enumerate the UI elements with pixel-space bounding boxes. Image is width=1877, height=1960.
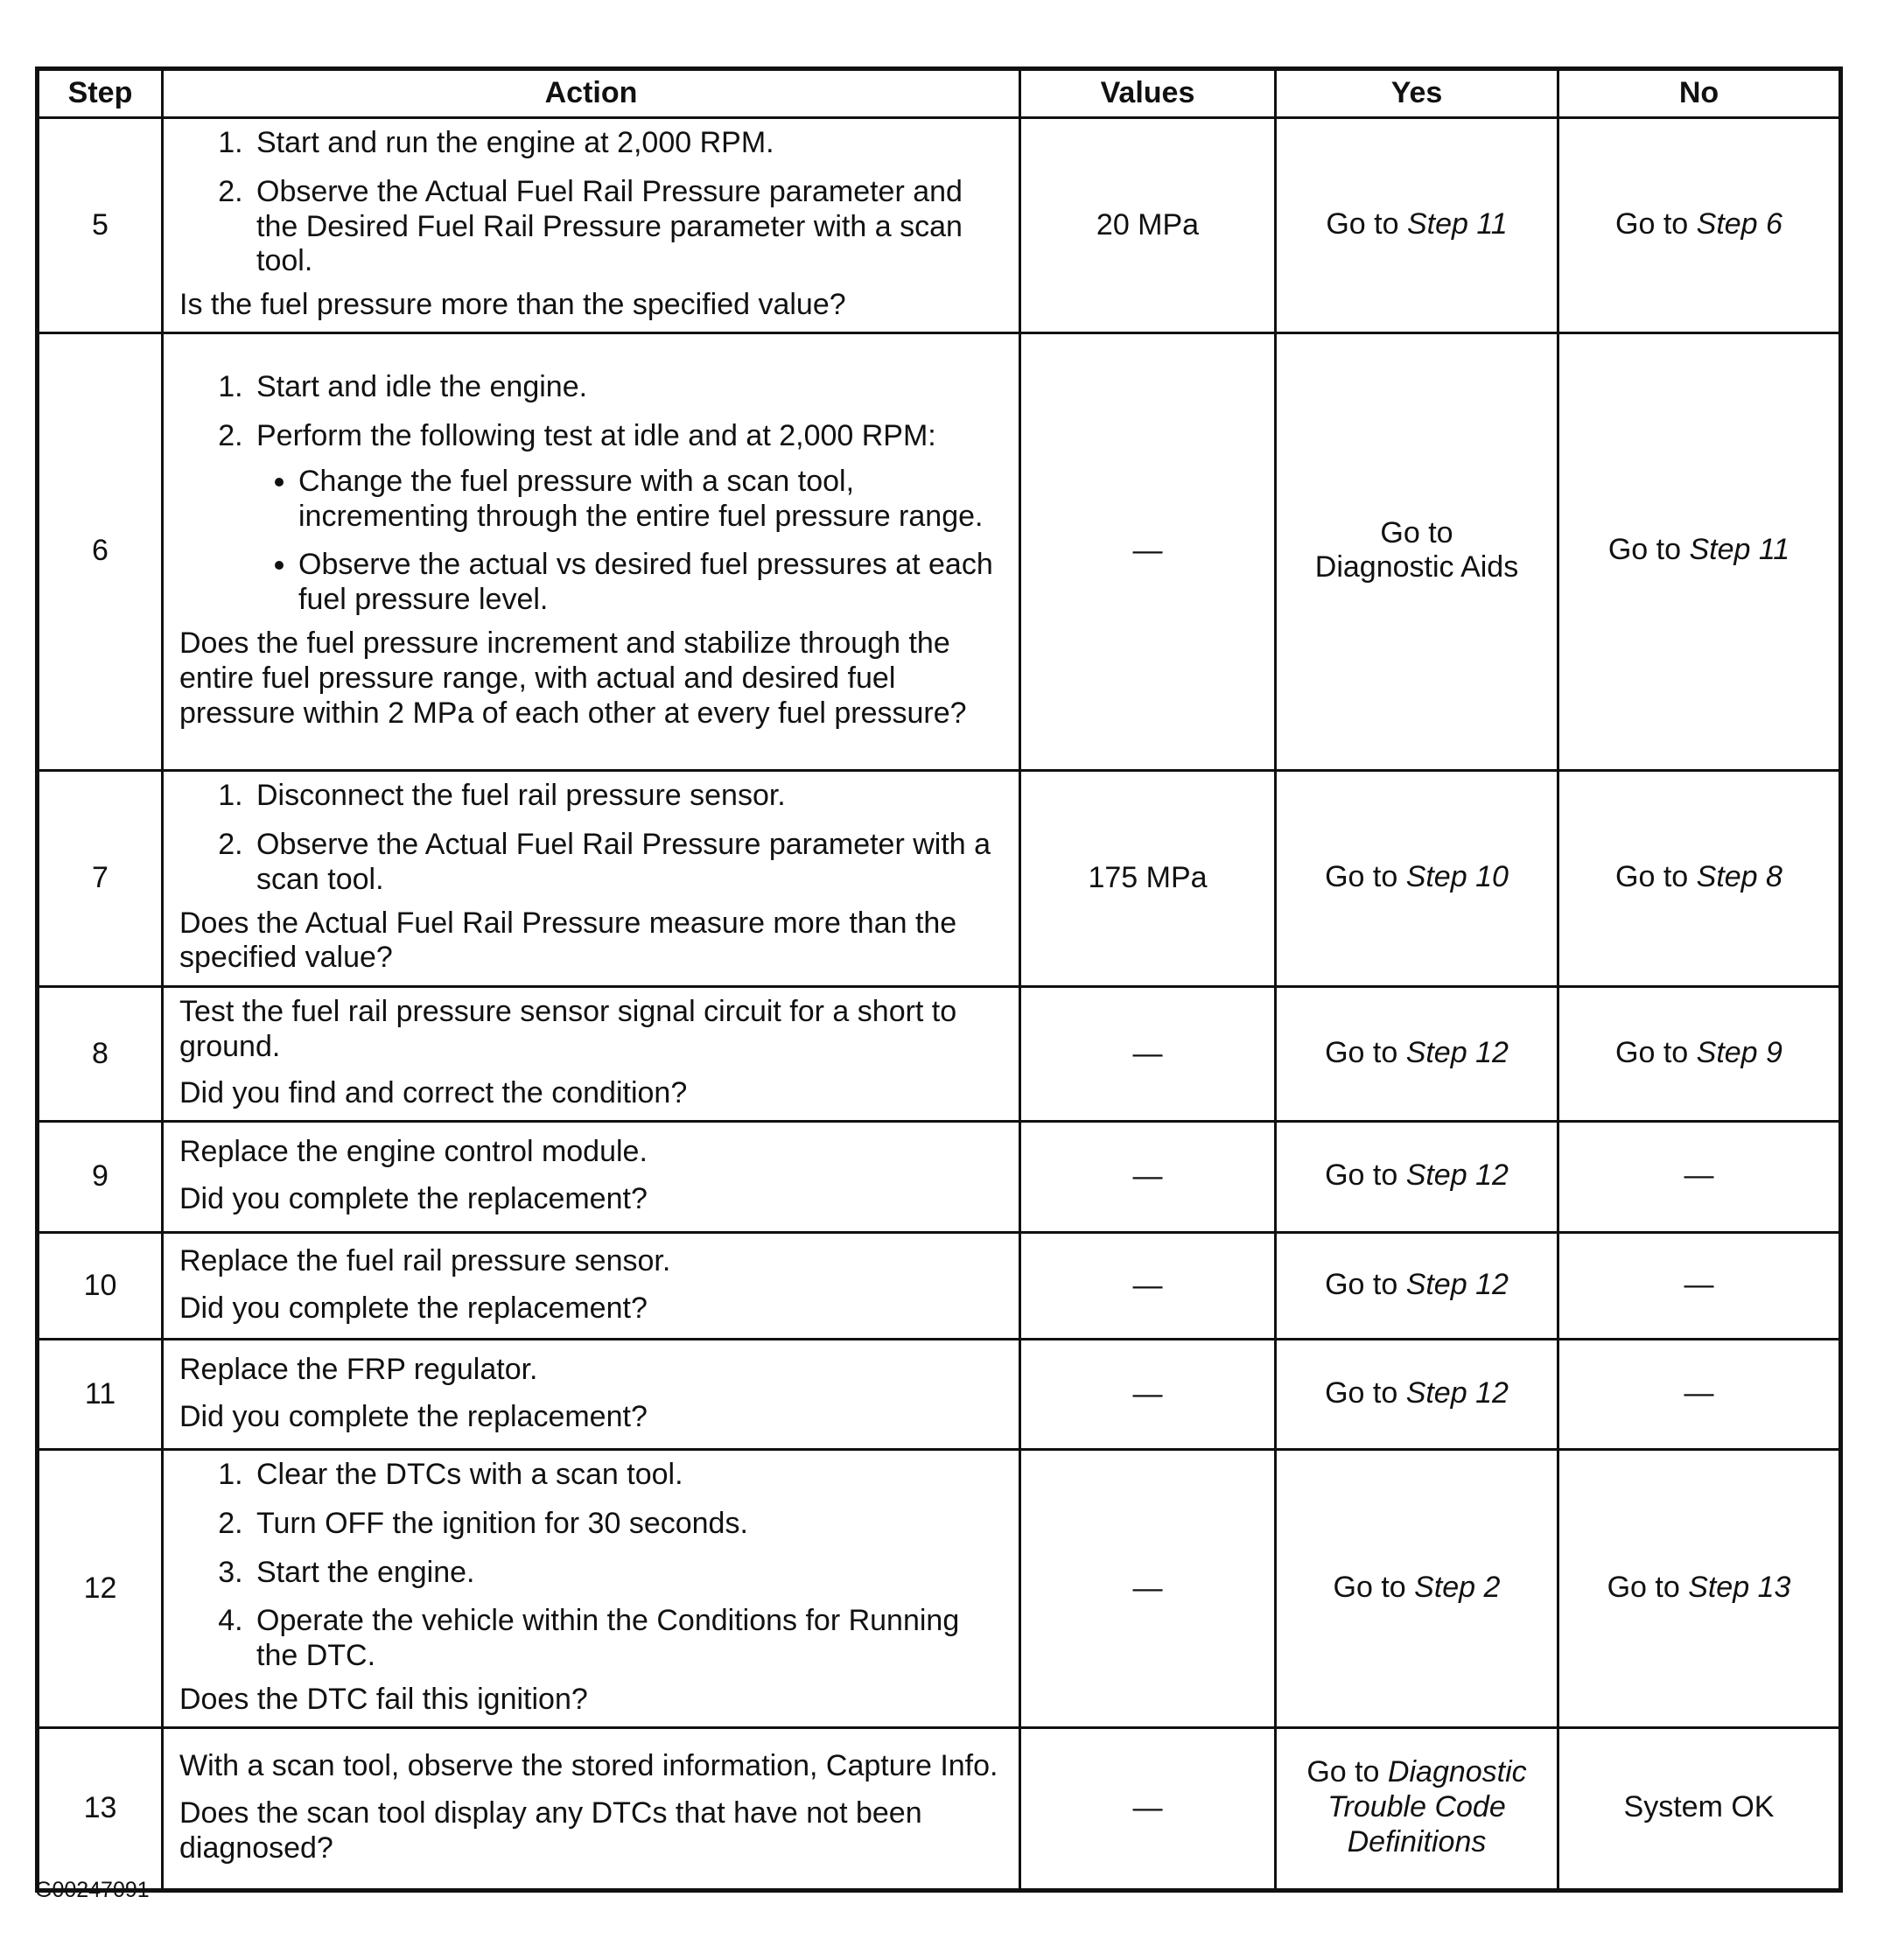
- goto-target: Diagnostic Aids: [1314, 550, 1519, 584]
- header-no: No: [1558, 69, 1841, 118]
- bullet-item: • Change the fuel pressure with a scan tool, incrementing through the entire fuel pressure range.: [298, 465, 1006, 535]
- goto-prefix: Go to: [1325, 1376, 1406, 1410]
- step-number: 6: [38, 332, 163, 770]
- action-text: Replace the engine control module.: [179, 1135, 648, 1169]
- no-cell: [1558, 118, 1841, 333]
- table-row: [38, 1122, 1841, 1233]
- goto-target: Step 9: [1696, 1035, 1782, 1069]
- diagnostic-table: [35, 66, 1843, 1893]
- goto-prefix: Go to: [1607, 533, 1690, 567]
- table-row: [38, 1450, 1841, 1728]
- yes-cell: [1276, 118, 1558, 333]
- action-step: 1. Disconnect the fuel rail pressure sensor.: [251, 779, 1006, 814]
- yes-cell: [1276, 770, 1558, 986]
- no-cell: —: [1558, 1122, 1841, 1233]
- diagnostic-table-container: [35, 66, 1843, 1864]
- goto-target: Definitions: [1347, 1824, 1487, 1858]
- action-cell: [163, 1233, 1020, 1340]
- yes-cell: [1276, 986, 1558, 1121]
- action-step-text: Perform the following test at idle and at 2,000 RPM:: [256, 419, 936, 453]
- goto-prefix: Go to: [1607, 1570, 1689, 1604]
- action-question: Does the Actual Fuel Rail Pressure measure more than the specified value?: [179, 906, 957, 975]
- goto-target: Step 13: [1688, 1570, 1791, 1604]
- header-values: Values: [1020, 69, 1276, 118]
- no-cell: [1558, 770, 1841, 986]
- no-cell: [1558, 332, 1841, 770]
- values-cell: —: [1020, 1340, 1276, 1450]
- action-text: Test the fuel rail pressure sensor signal circuit for a short to ground.: [179, 994, 957, 1063]
- action-cell: [163, 1122, 1020, 1233]
- values-cell: —: [1020, 1233, 1276, 1340]
- action-cell: [163, 986, 1020, 1121]
- action-step: [251, 419, 1006, 618]
- bullet-item: • Observe the actual vs desired fuel pressures at each fuel pressure level.: [298, 548, 1006, 618]
- yes-cell: [1276, 1233, 1558, 1340]
- table-row: [38, 1340, 1841, 1450]
- table-row: [38, 1233, 1841, 1340]
- figure-id: G00247091: [35, 1878, 150, 1902]
- goto-target: Step 6: [1696, 206, 1782, 241]
- step-number: 12: [38, 1450, 163, 1728]
- action-step: 1. Start and idle the engine.: [251, 370, 1006, 405]
- action-cell: [163, 770, 1020, 986]
- action-step: 3. Start the engine.: [251, 1556, 1006, 1591]
- action-cell: [163, 332, 1020, 770]
- yes-cell: [1276, 1727, 1558, 1890]
- action-step: 1. Start and run the engine at 2,000 RPM.: [251, 126, 1006, 161]
- action-step: 2. Turn OFF the ignition for 30 seconds.: [251, 1507, 1006, 1542]
- action-step: 2. Observe the Actual Fuel Rail Pressure parameter and the Desired Fuel Rail Pressure parameter with a scan tool.: [251, 175, 1006, 279]
- step-number: 11: [38, 1340, 163, 1450]
- values-cell: 175 MPa: [1020, 770, 1276, 986]
- goto-prefix: Go to: [1333, 1570, 1415, 1604]
- goto-target: Step 12: [1405, 1158, 1509, 1193]
- action-cell: [163, 1727, 1020, 1890]
- no-cell: [1558, 986, 1841, 1121]
- goto-target: Diagnostic: [1387, 1755, 1527, 1789]
- action-step: 2. Observe the Actual Fuel Rail Pressure parameter with a scan tool.: [251, 828, 1006, 898]
- goto-prefix: Go to: [1306, 1755, 1388, 1789]
- action-question: Does the fuel pressure increment and stabilize through the entire fuel pressure range, with actual and desired fuel pressure within 2 MPa of each other at every fuel pressure?: [179, 626, 967, 730]
- goto-target: Step 10: [1405, 859, 1509, 893]
- action-text: Replace the fuel rail pressure sensor.: [179, 1243, 671, 1278]
- action-step: 4. Operate the vehicle within the Conditions for Running the DTC.: [251, 1604, 1006, 1674]
- action-steps: [179, 370, 1006, 618]
- goto-prefix: Go to: [1326, 206, 1407, 241]
- action-cell: [163, 118, 1020, 333]
- header-row: [38, 69, 1841, 118]
- goto-prefix: Go to: [1380, 515, 1453, 550]
- goto-target: Step 11: [1406, 206, 1508, 241]
- action-steps: [179, 779, 1006, 897]
- goto-target: Step 12: [1405, 1376, 1509, 1410]
- header-step: Step: [38, 69, 163, 118]
- yes-cell: [1276, 1450, 1558, 1728]
- table-row: [38, 986, 1841, 1121]
- no-cell: System OK: [1558, 1727, 1841, 1890]
- values-cell: 20 MPa: [1020, 118, 1276, 333]
- goto-prefix: Go to: [1325, 1267, 1406, 1301]
- action-question: Did you complete the replacement?: [179, 1291, 648, 1325]
- goto-prefix: Go to: [1325, 1035, 1406, 1069]
- action-steps: [179, 126, 1006, 279]
- goto-prefix: Go to: [1325, 859, 1406, 893]
- no-cell: [1558, 1450, 1841, 1728]
- action-cell: [163, 1450, 1020, 1728]
- no-cell: —: [1558, 1233, 1841, 1340]
- no-cell: —: [1558, 1340, 1841, 1450]
- action-step: 1. Clear the DTCs with a scan tool.: [251, 1458, 1006, 1493]
- table-row: [38, 1727, 1841, 1890]
- values-cell: —: [1020, 332, 1276, 770]
- goto-target: Trouble Code: [1327, 1789, 1506, 1824]
- action-text: With a scan tool, observe the stored information, Capture Info.: [179, 1749, 998, 1783]
- yes-cell: [1276, 1122, 1558, 1233]
- table-row: [38, 332, 1841, 770]
- goto-target: Step 8: [1696, 859, 1782, 893]
- action-question: Is the fuel pressure more than the specified value?: [179, 288, 846, 322]
- goto-target: Step 2: [1414, 1570, 1501, 1604]
- action-question: Does the DTC fail this ignition?: [179, 1682, 588, 1716]
- action-question: Did you find and correct the condition?: [179, 1076, 688, 1110]
- action-question: Did you complete the replacement?: [179, 1399, 648, 1433]
- step-number: 9: [38, 1122, 163, 1233]
- action-steps: [179, 1458, 1006, 1674]
- goto-target: Step 12: [1405, 1035, 1509, 1069]
- goto-prefix: Go to: [1615, 1035, 1697, 1069]
- table-row: [38, 770, 1841, 986]
- yes-cell: [1276, 332, 1558, 770]
- goto-target: Step 12: [1405, 1267, 1509, 1301]
- table-row: [38, 118, 1841, 333]
- action-question: Does the scan tool display any DTCs that have not been diagnosed?: [179, 1796, 922, 1865]
- yes-cell: [1276, 1340, 1558, 1450]
- step-number: 10: [38, 1233, 163, 1340]
- bullet-list: [256, 465, 1006, 618]
- step-number: 8: [38, 986, 163, 1121]
- header-action: Action: [163, 69, 1020, 118]
- action-cell: [163, 1340, 1020, 1450]
- step-number: 7: [38, 770, 163, 986]
- action-text: Replace the FRP regulator.: [179, 1352, 538, 1386]
- step-number: 13: [38, 1727, 163, 1890]
- goto-prefix: Go to: [1325, 1158, 1406, 1193]
- action-question: Did you complete the replacement?: [179, 1182, 648, 1216]
- step-number: 5: [38, 118, 163, 333]
- header-yes: Yes: [1276, 69, 1558, 118]
- values-cell: —: [1020, 1122, 1276, 1233]
- goto-target: Step 11: [1689, 533, 1790, 567]
- values-cell: —: [1020, 1727, 1276, 1890]
- goto-prefix: Go to: [1615, 859, 1697, 893]
- goto-prefix: Go to: [1615, 206, 1697, 241]
- values-cell: —: [1020, 1450, 1276, 1728]
- values-cell: —: [1020, 986, 1276, 1121]
